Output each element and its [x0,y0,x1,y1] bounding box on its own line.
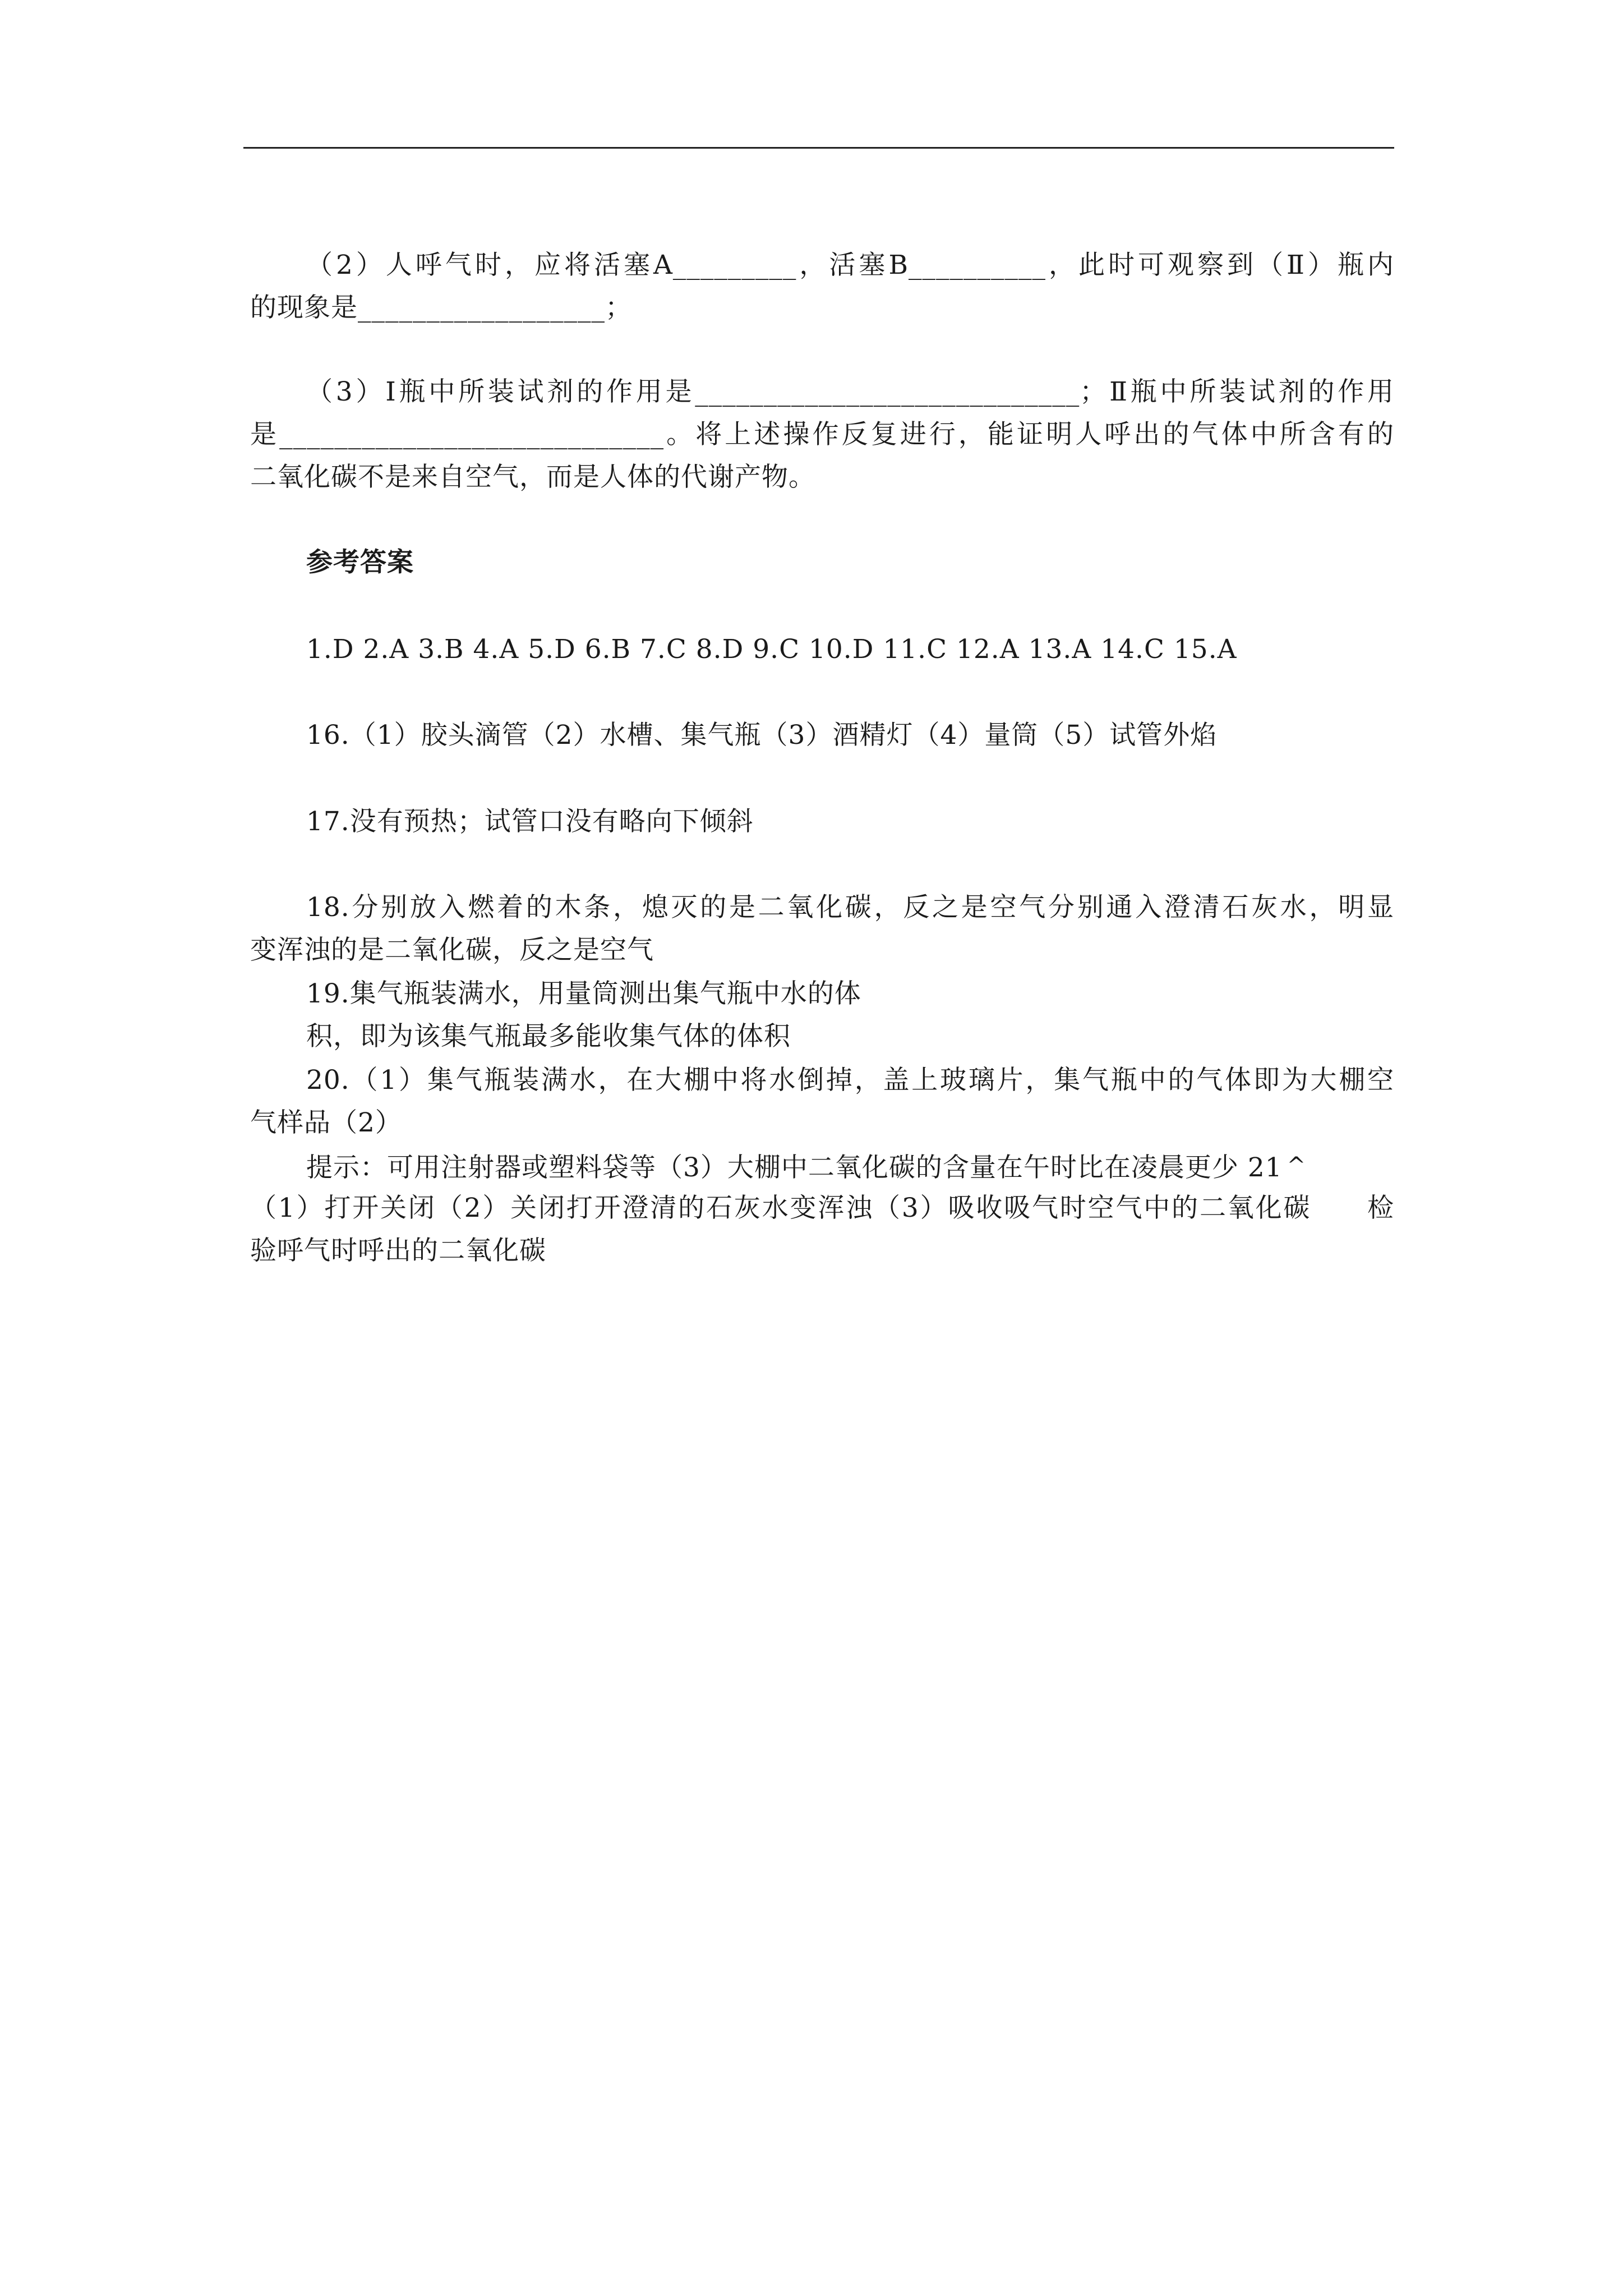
answer-20-hint-text: 提示：可用注射器或塑料袋等（3）大棚中二氧化碳的含量在午时比在凌晨更少 21 [306,1152,1283,1183]
answer-20-line-2: 气样品（2） [250,1107,402,1138]
answer-19-line-1: 19.集气瓶装满水，用量筒测出集气瓶中水的体 [306,978,861,1009]
question-3-line-3: 二氧化碳不是来自空气，而是人体的代谢产物。 [250,462,815,493]
question-3-line-2: 是____________________________。将上述操作反复进行，能证明人呼出的气体中所含有的 [250,419,1394,450]
answer-20-line-1: 20.（1）集气瓶装满水，在大棚中将水倒掉，盖上玻璃片，集气瓶中的气体即为大棚空 [306,1065,1394,1096]
answer-18-line-1: 18.分别放入燃着的木条，熄灭的是二氧化碳，反之是空气分别通入澄清石灰水，明显 [306,892,1394,923]
header-rule [243,147,1394,149]
answer-17: 17.没有预热；试管口没有略向下倾斜 [306,806,754,837]
answers-heading: 参考答案 [306,547,414,578]
question-3-line-1: （3）Ⅰ瓶中所装试剂的作用是____________________________；Ⅱ瓶中所装试剂的作用 [306,376,1394,407]
caret-up-icon: ^ [1287,1153,1307,1179]
answer-21-line-2: 验呼气时呼出的二氧化碳 [250,1235,546,1266]
question-2-line-1: （2）人呼气时，应将活塞A_________，活塞B__________，此时可观察到（Ⅱ）瓶内 [306,250,1394,280]
question-2-line-2: 的现象是__________________； [250,292,632,323]
answer-1-15: 1.D 2.A 3.B 4.A 5.D 6.B 7.C 8.D 9.C 10.D 11.C 12.A 13.A 14.C 15.A [306,634,1237,665]
answer-21-line-1: （1）打开关闭（2）关闭打开澄清的石灰水变浑浊（3）吸收吸气时空气中的二氧化碳 检 [250,1193,1394,1223]
answer-18-line-2: 变浑浊的是二氧化碳，反之是空气 [250,935,654,965]
answer-20-line-3 [306,1148,1394,1185]
answer-19-line-2: 积，即为该集气瓶最多能收集气体的体积 [306,1021,791,1052]
answer-16: 16.（1）胶头滴管（2）水槽、集气瓶（3）酒精灯（4）量筒（5）试管外焰 [306,720,1218,751]
